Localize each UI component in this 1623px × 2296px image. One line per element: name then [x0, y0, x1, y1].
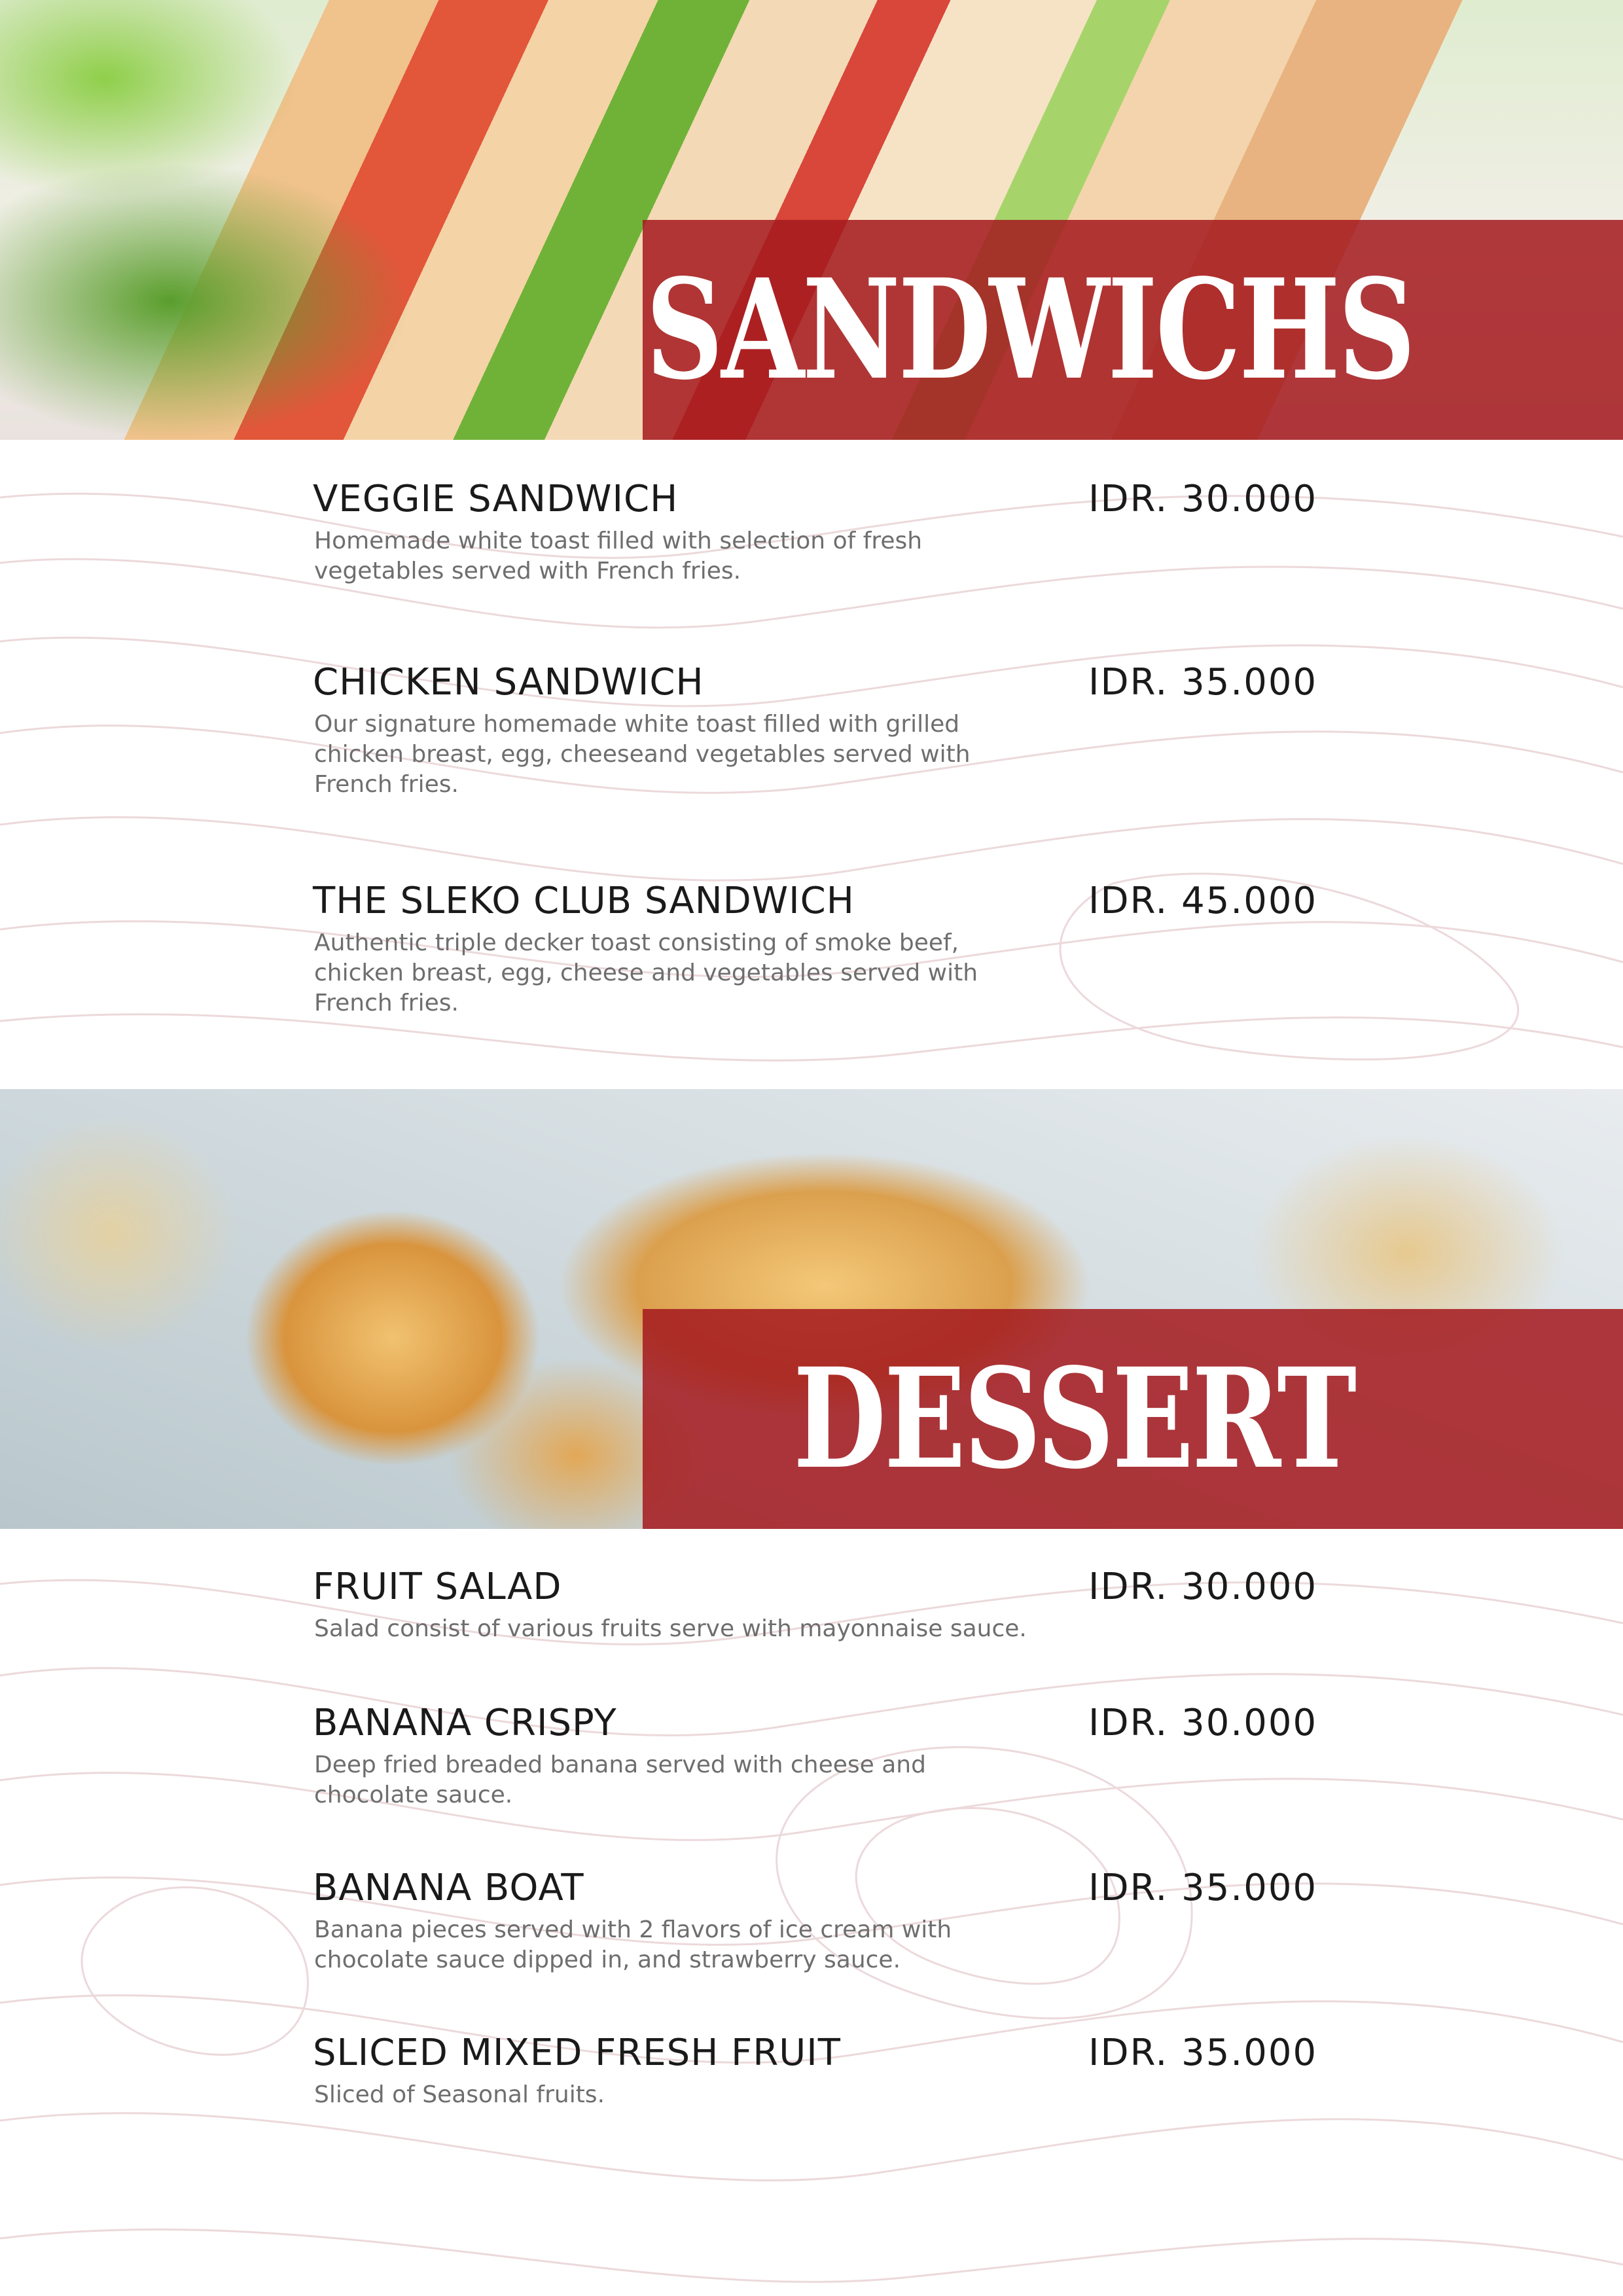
item-name: BANANA BOAT [313, 1867, 584, 1909]
item-description: Deep fried breaded banana served with cheese and chocolate sauce. [314, 1751, 926, 1808]
item-description: Banana pieces served with 2 flavors of ice cream with chocolate sauce dipped in, and strawberry sauce. [314, 1916, 952, 1973]
item-name: VEGGIE SANDWICH [313, 478, 679, 520]
item-name: SLICED MIXED FRESH FRUIT [313, 2032, 841, 2074]
item-price: IDR. 35.000 [1088, 661, 1318, 704]
item-price: IDR. 35.000 [1088, 1867, 1318, 1909]
sandwich-title-ribbon [643, 220, 1623, 440]
item-price: IDR. 35.000 [1088, 2032, 1318, 2074]
dessert-title-ribbon [643, 1309, 1623, 1529]
item-price: IDR. 45.000 [1088, 880, 1318, 922]
item-price: IDR. 30.000 [1088, 478, 1318, 520]
item-description: Homemade white toast filled with selection of fresh vegetables served with French fries. [314, 528, 923, 584]
item-description: Our signature homemade white toast filled with grilled chicken breast, egg, cheeseand vegetables served with French fries. [314, 711, 971, 798]
item-name: BANANA CRISPY [313, 1702, 617, 1744]
item-name: CHICKEN SANDWICH [313, 661, 704, 704]
item-price: IDR. 30.000 [1088, 1566, 1318, 1608]
dessert-section-title: DESSERT [793, 1338, 1355, 1499]
sandwich-section-title: SANDWICHS [645, 249, 1414, 410]
item-name: THE SLEKO CLUB SANDWICH [313, 880, 855, 922]
item-description: Authentic triple decker toast consisting of smoke beef, chicken breast, egg, cheese and vegetables served with French fries. [314, 929, 978, 1016]
item-description: Sliced of Seasonal fruits. [314, 2081, 605, 2108]
sandwich-banner-photo [0, 0, 1623, 440]
item-name: FRUIT SALAD [313, 1566, 562, 1608]
item-price: IDR. 30.000 [1088, 1702, 1318, 1744]
item-description: Salad consist of various fruits serve with mayonnaise sauce. [314, 1615, 1027, 1642]
dessert-banner-photo [0, 1089, 1623, 1529]
